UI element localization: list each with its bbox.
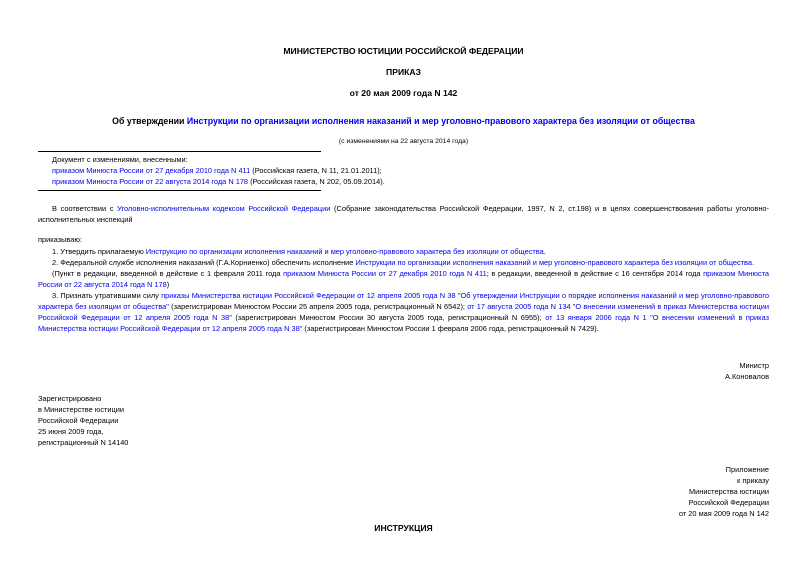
edition-note: (с изменениями на 22 августа 2014 года) xyxy=(338,138,469,145)
item-1-instruction-link[interactable]: Инструкцию по организации исполнения наказаний и мер уголовно-правового характера без изоляции от общества xyxy=(145,247,544,256)
changes-bottom-divider xyxy=(38,190,321,191)
registration-block: Зарегистрировано в Министерстве юстиции Российской Федерации 25 июня 2009 года, регистрационный N 14140 xyxy=(38,394,129,447)
item-1: 1. Утвердить прилагаемую Инструкцию по организации исполнения наказаний и мер уголовно-правового характера без изоляции от общества. xyxy=(52,247,546,256)
item-2-instruction-link[interactable]: Инструкции по организации исполнения наказаний и мер уголовно-правового характера без изоляции от общества xyxy=(355,258,752,267)
document-title xyxy=(0,116,807,126)
doc-type-heading: ПРИКАЗ xyxy=(386,67,421,77)
repealed-order-link-1[interactable]: от 13 января 2006 года N 1 "О внесении изменений в приказ Министерства юстиции Российской Федерации от 12 апреля 2005 года N 38" xyxy=(38,313,769,333)
preamble-paragraph: В соответствии с Уголовно-исполнительным кодексом Российской Федерации (Собрание законодательства Российской Федерации, 1997, N 2, ст.198) и в целях совершенствования работы уголовно-исполнительных инспекций xyxy=(38,204,769,224)
ministry-heading: МИНИСТЕРСТВО ЮСТИЦИИ РОССИЙСКОЙ ФЕДЕРАЦИИ xyxy=(283,46,524,56)
appendix-block: Приложение к приказу Министерства юстиции Российской Федерации от 20 мая 2009 года N 142 xyxy=(678,465,769,518)
order-word: приказываю: xyxy=(38,235,82,244)
item-3: 3. Признать утратившими силу приказы Министерства юстиции Российской Федерации от 12 апреля 2005 года N 38 "Об утверждении Инструкции о порядке исполнения наказаний и мер уголовно-правового характера без изоляции от общества" (зарегистрирован Минюстом России 25 апреля 2005 года, регистрационный N 6542); от 17 августа 2005 года N 134 "О внесении изменений в приказ Министерства юстиции Российской Федерации от 12 апреля 2005 года N 38" (зарегистрирован Минюстом России 30 августа 2005 года, регистрационный N 6955); от 13 января 2006 года N 1 "О внесении изменений в приказ Министерства юстиции Российской Федерации от 12 апреля 2005 года N 38" (зарегистрирован Минюстом России 1 февраля 2006 года, регистрационный N 7429). xyxy=(38,291,769,333)
instruction-heading: ИНСТРУКЦИЯ xyxy=(374,523,433,533)
changes-intro: Документ с изменениями, внесенными: xyxy=(52,155,188,164)
title-prefix: Об утверждении xyxy=(112,116,187,126)
signature-position: Министр xyxy=(739,361,769,370)
date-number-heading: от 20 мая 2009 года N 142 xyxy=(349,88,458,98)
changes-line-2: приказом Минюста России от 22 августа 2014 года N 178 (Российская газета, N 202, 05.09.2014). xyxy=(52,177,385,186)
signature-block xyxy=(725,360,769,382)
amendment-link-2014[interactable]: приказом Минюста России от 22 августа 2014 года N 178 xyxy=(52,177,249,186)
repealed-order-link-134[interactable]: от 17 августа 2005 года N 134 "О внесении изменений в приказ Министерства юстиции Российской Федерации от 12 апреля 2005 года N 38" xyxy=(38,302,769,322)
note-link-2010[interactable]: приказом Минюста России от 27 декабря 2010 года N 411 xyxy=(283,269,487,278)
signature-name: А.Коновалов xyxy=(725,372,769,381)
repealed-order-link-38[interactable]: приказы Министерства юстиции Российской Федерации от 12 апреля 2005 года N 38 "Об утверждении Инструкции о порядке исполнения наказаний и мер уголовно-правового характера без изоляции от общества" xyxy=(38,291,769,311)
changes-line-1: приказом Минюста России от 27 декабря 2010 года N 411 (Российская газета, N 11, 21.01.2011); xyxy=(52,166,382,175)
note-link-2014[interactable]: приказом Минюста России от 22 августа 2014 года N 178 xyxy=(38,269,769,289)
changes-top-divider xyxy=(38,151,321,152)
item-2: 2. Федеральной службе исполнения наказаний (Г.А.Корниенко) обеспечить исполнение Инструкции по организации исполнения наказаний и мер уголовно-правового характера без изоляции от общества. xyxy=(52,258,755,267)
title-instruction-link[interactable]: Инструкции по организации исполнения наказаний и мер уголовно-правового характера без изоляции от общества xyxy=(186,116,695,126)
amendment-link-2010[interactable]: приказом Минюста России от 27 декабря 2010 года N 411 xyxy=(52,166,251,175)
penal-code-link[interactable]: Уголовно-исполнительным кодексом Российской Федерации xyxy=(117,204,331,213)
item-2-edition-note: (Пункт в редакции, введенной в действие с 1 февраля 2011 года приказом Минюста России от 27 декабря 2010 года N 411; в редакции, введенной в действие с 16 сентября 2014 года приказом Минюста России от 22 августа 2014 года N 178) xyxy=(38,269,769,289)
